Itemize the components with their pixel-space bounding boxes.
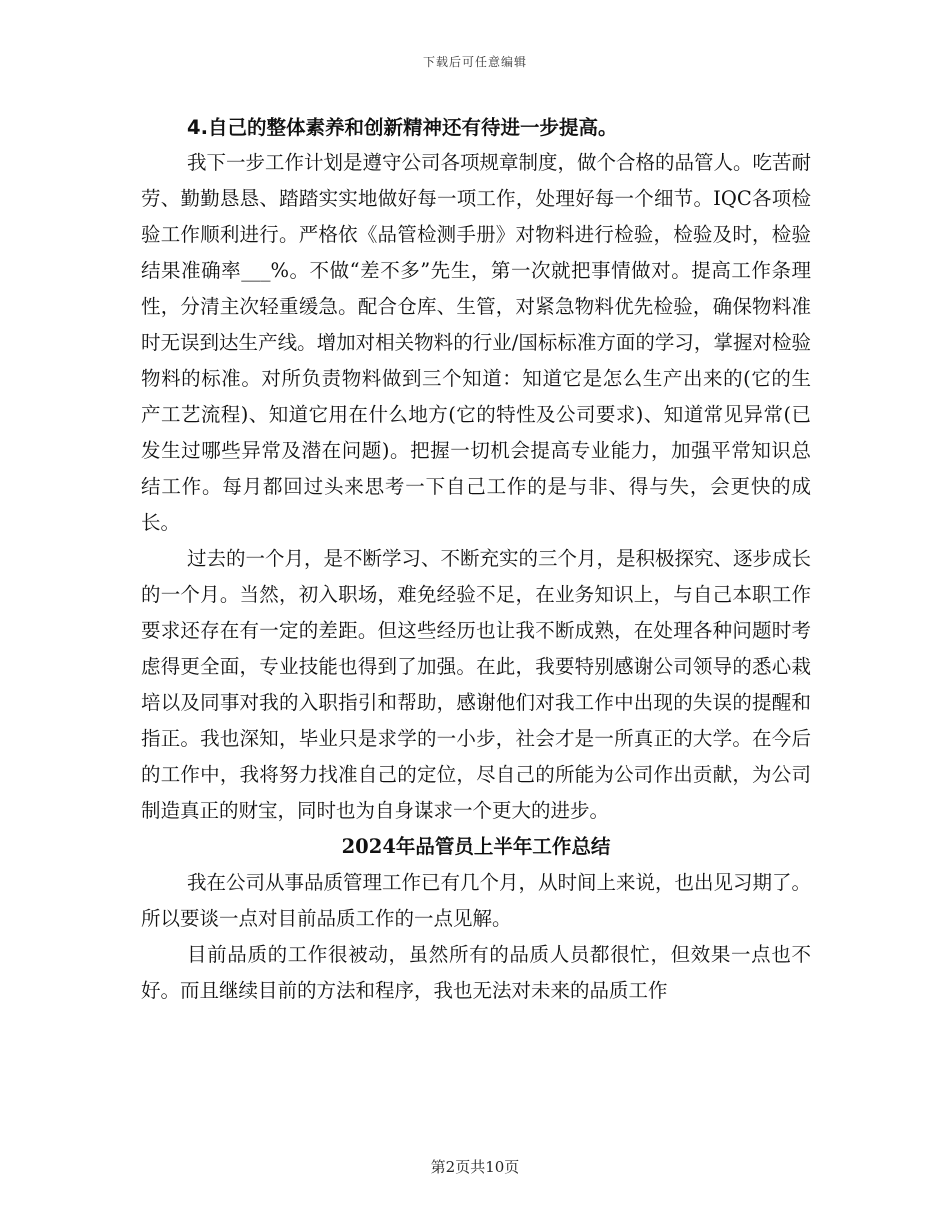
document-title: 2024年品管员上半年工作总结 [341,835,611,858]
section-heading: 4.自己的整体素养和创新精神还有待进一步提高。 [187,116,618,139]
body-paragraph: 过去的一个月，是不断学习、不断充实的三个月，是积极探究、逐步成长的一个月。当然，初入职场，难免经验不足，在业务知识上，与自己本职工作要求还存在有一定的差距。但这些经历也让我不断成熟，在处理各种问题时考虑得更全面，专业技能也得到了加强。在此，我要特别感谢公司领导的悉心栽培以及同事对我的入职指引和帮助，感谢他们对我工作中出现的失误的提醒和指正。我也深知，毕业只是求学的一小步，社会才是一所真正的大学。在今后的工作中，我将努力找准自己的定位，尽自己的所能为公司作出贡献，为公司制造真正的财宝，同时也为自身谋求一个更大的进步。 [141,547,812,822]
body-paragraph: 我在公司从事品质管理工作已有几个月，从时间上来说，也出见习期了。所以要谈一点对目前品质工作的一点见解。 [141,871,812,930]
page-number: 第2页共10页 [430,1158,520,1176]
body-paragraph: 我下一步工作计划是遵守公司各项规章制度，做个合格的品管人。吃苦耐劳、勤勤恳恳、踏踏实实地做好每一项工作，处理好每一个细节。IQC各项检验工作顺利进行。严格依《品管检测手册》对物料进行检验，检验及时，检验结果准确率___%。不做“差不多”先生，第一次就把事情做对。提高工作条理性，分清主次轻重缓急。配合仓库、生管，对紧急物料优先检验，确保物料准时无误到达生产线。增加对相关物料的行业/国标标准方面的学习，掌握对检验物料的标准。对所负责物料做到三个知道：知道它是怎么生产出来的(它的生产工艺流程)、知道它用在什么地方(它的特性及公司要求)、知道常见异常(已发生过哪些异常及潜在问题)。把握一切机会提高专业能力，加强平常知识总结工作。每月都回过头来思考一下自己工作的是与非、得与失，会更快的成长。 [141,151,812,534]
body-paragraph: 目前品质的工作很被动，虽然所有的品质人员都很忙，但效果一点也不好。而且继续目前的方法和程序，我也无法对未来的品质工作 [141,943,811,1002]
document-body [141,111,811,1009]
page-header: 下载后可任意编辑 [422,55,527,69]
